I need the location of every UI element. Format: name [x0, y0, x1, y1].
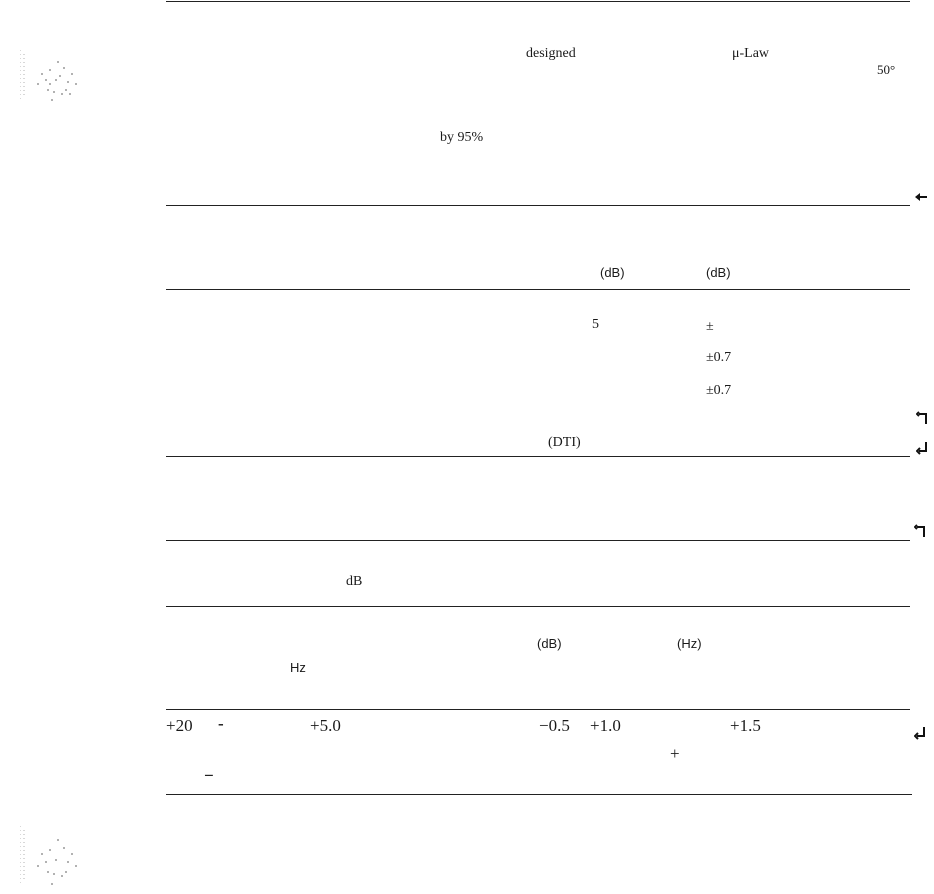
table2-header-hz-2: Hz [290, 660, 306, 675]
rule-bottom [166, 794, 912, 795]
table2-header-db: (dB) [537, 636, 562, 651]
rule-table1-end [166, 456, 910, 457]
table2-value-plus: + [670, 744, 680, 763]
table2-value-minus: − [204, 766, 214, 785]
table1-header-db-1: (dB) [600, 265, 625, 280]
rule-section-3 [166, 540, 910, 541]
left-arrow-icon [914, 190, 928, 204]
text-50-degrees: 50° [877, 62, 896, 77]
table2-value-plus20: +20 [166, 716, 193, 735]
bracket-end-icon [914, 524, 928, 538]
text-by-95: by 95% [440, 130, 484, 145]
binding-hole-top [20, 50, 92, 108]
rule-section-4 [166, 606, 910, 607]
table2-value-minus05: −0.5 [539, 716, 570, 735]
rule-section-1 [166, 205, 910, 206]
rule-table2-header [166, 709, 910, 710]
table2-value-plus10: +1.0 [590, 716, 621, 735]
text-dti: (DTI) [548, 435, 581, 450]
table2-value-plus5: +5.0 [310, 716, 341, 735]
table1-header-db-2: (dB) [706, 265, 731, 280]
bracket-start-icon [916, 441, 930, 455]
table1-value-pm07-1: ±0.7 [706, 350, 732, 365]
text-mu-law: μ-Law [732, 46, 770, 61]
binding-hole-bottom [20, 826, 92, 894]
rule-table1-header [166, 289, 910, 290]
rule-top [166, 1, 910, 2]
table1-value-pm: ± [706, 319, 714, 334]
table1-value-5: 5 [592, 317, 599, 332]
bracket-end-icon [916, 411, 930, 425]
text-designed: designed [526, 46, 576, 61]
table1-value-pm07-2: ±0.7 [706, 383, 732, 398]
text-db-unit: dB [346, 574, 363, 589]
table2-value-plus15: +1.5 [730, 716, 761, 735]
table2-value-dash: - [218, 714, 224, 733]
bracket-start-icon [914, 726, 928, 740]
table2-header-hz-1: (Hz) [677, 636, 702, 651]
